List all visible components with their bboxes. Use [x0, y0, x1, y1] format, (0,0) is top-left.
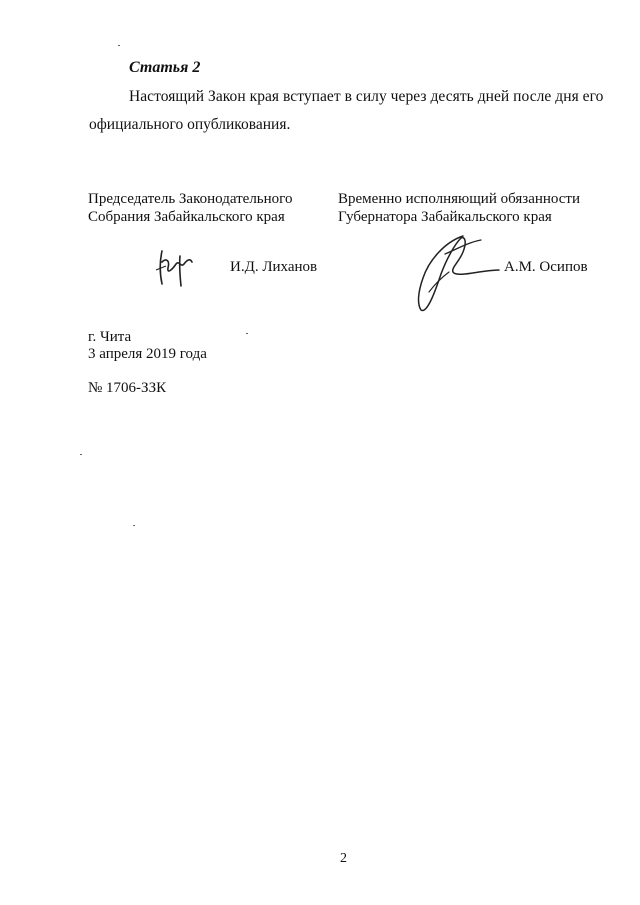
- right-signatory-title: [338, 190, 580, 226]
- date: 3 апреля 2019 года: [88, 346, 207, 362]
- left-title-line1: Председатель Законодательного: [88, 191, 293, 207]
- right-title-line2: Губернатора Забайкальского края: [338, 209, 552, 225]
- scan-speck: [246, 333, 248, 334]
- article-text-line2: официального опубликования.: [89, 116, 291, 133]
- right-signatory-name: А.М. Осипов: [504, 259, 588, 275]
- law-number: № 1706-ЗЗК: [88, 380, 167, 396]
- scan-speck: [118, 45, 120, 46]
- scan-speck: [80, 454, 82, 455]
- article-text-line1: Настоящий Закон края вступает в силу через десять дней после дня его: [129, 88, 604, 105]
- right-title-line1: Временно исполняющий обязанности: [338, 191, 581, 207]
- scan-speck: [133, 525, 135, 526]
- right-signature-icon: [405, 232, 505, 314]
- left-signature-icon: [150, 248, 200, 288]
- left-title-line2: Собрания Забайкальского края: [88, 209, 285, 225]
- left-signatory-title: [88, 190, 292, 226]
- place: г. Чита: [88, 329, 132, 345]
- left-signatory-name: И.Д. Лиханов: [230, 259, 318, 275]
- page-number: 2: [340, 851, 347, 866]
- article-heading: Статья 2: [129, 59, 201, 76]
